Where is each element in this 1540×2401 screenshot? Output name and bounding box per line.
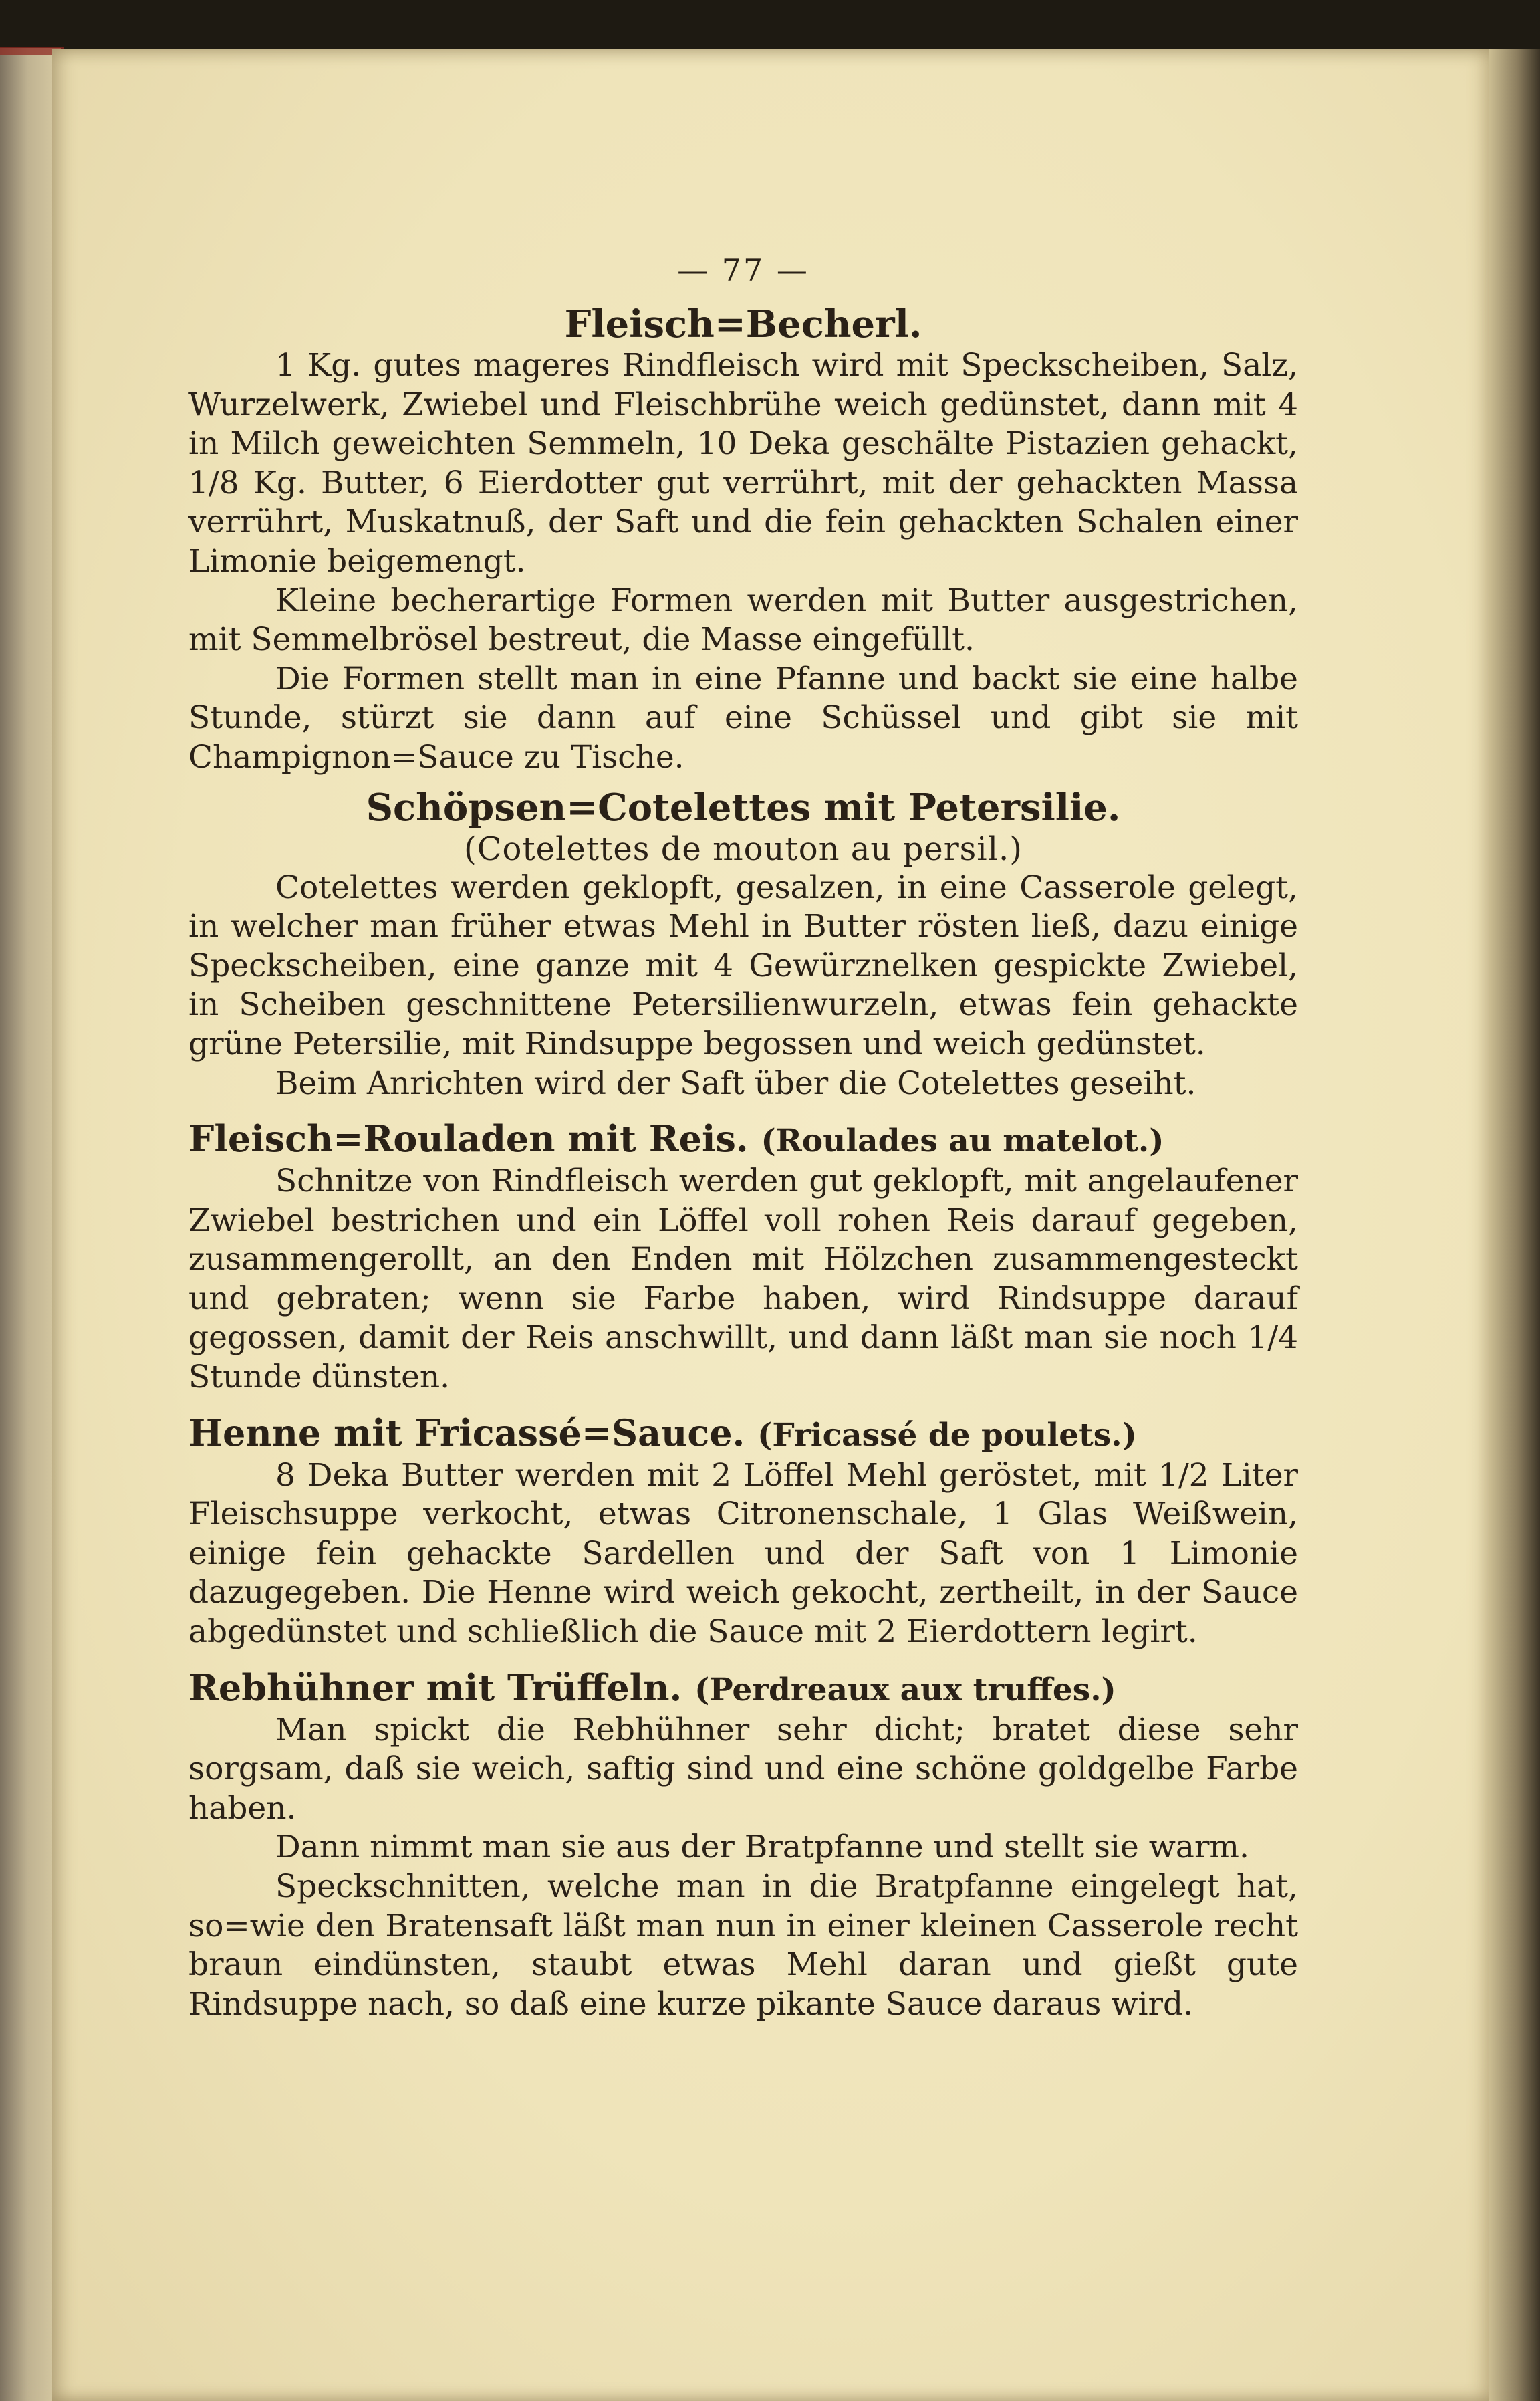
recipe-paragraph: Beim Anrichten wird der Saft über die Cotelettes geseiht. — [275, 1064, 1196, 1102]
recipe-subheading-french: (Cotelettes de mouton au persil.) — [464, 830, 1023, 868]
recipe-heading: Schöpsen=Cotelettes mit Petersilie. — [366, 785, 1121, 830]
recipe-heading-line — [188, 1118, 1298, 1162]
recipe-paragraph: Man spickt die Rebhühner sehr dicht; bratet diese sehr sorgsam, daß sie weich, saftig sind und eine schöne goldgelbe Farbe haben. — [188, 1711, 1298, 1827]
recipe-heading-french: (Roulades au matelot.) — [761, 1123, 1164, 1160]
recipe-paragraph: 8 Deka Butter werden mit 2 Löffel Mehl geröstet, mit 1/2 Liter Fleischsuppe verkocht, etwas Citronenschale, 1 Glas Weißwein, einige fein gehackte Sardellen und der Saft von 1 Limonie dazugegeben. Die Henne wird weich gekocht, zertheilt, in der Sauce abgedünstet und schließlich die Sauce mit 2 Eierdottern legirt. — [188, 1456, 1298, 1651]
page-number: — 77 — — [677, 252, 809, 288]
recipe-heading: Fleisch=Becherl. — [564, 302, 922, 346]
recipe-paragraph: Speckschnitten, welche man in die Bratpfanne eingelegt hat, so=wie den Bratensaft läßt man nun in einer kleinen Casserole recht braun eindünsten, staubt etwas Mehl daran und gießt gute Rindsuppe nach, so daß eine kurze pikante Sauce daraus wird. — [188, 1868, 1298, 2023]
recipe-heading: Henne mit Fricassé=Sauce. — [188, 1411, 745, 1454]
scanner-background — [0, 0, 1540, 55]
recipe-paragraph: Cotelettes werden geklopft, gesalzen, in eine Casserole gelegt, in welcher man früher etwas Mehl in Butter rösten ließ, dazu einige Speckscheiben, eine ganze mit 4 Gewürznelken gespickte Zwiebel, in Scheiben geschnittene Petersilienwurzeln, etwas fein gehackte grüne Petersilie, mit Rindsuppe begossen und weich gedünstet. — [188, 869, 1298, 1062]
recipe-paragraph: Dann nimmt man sie aus der Bratpfanne und stellt sie warm. — [275, 1829, 1249, 1866]
recipe-heading: Rebhühner mit Trüffeln. — [188, 1666, 682, 1709]
recipe-heading-french: (Perdreaux aux truffes.) — [694, 1671, 1116, 1708]
recipe-heading-french: (Fricassé de poulets.) — [757, 1416, 1137, 1454]
recipe-paragraph: Die Formen stellt man in eine Pfanne und backt sie eine halbe Stunde, stürzt sie dann auf eine Schüssel und gibt sie mit Champignon=Sauce zu Tische. — [188, 660, 1298, 776]
recipe-paragraph: Schnitze von Rindfleisch werden gut geklopft, mit angelaufener Zwiebel bestrichen und ein Löffel voll rohen Reis darauf gegeben, zusammengerollt, an den Enden mit Hölzchen zusammengesteckt und gebraten; wenn sie Farbe haben, wird Rindsuppe darauf gegossen, damit der Reis anschwillt, und dann läßt man sie noch 1/4 Stunde dünsten. — [188, 1163, 1298, 1396]
recipe-heading-line — [188, 1667, 1298, 1711]
recipe-heading-line — [188, 1412, 1298, 1456]
recipe-paragraph: Kleine becherartige Formen werden mit Butter ausgestrichen, mit Semmelbrösel bestreut, die Masse eingefüllt. — [188, 582, 1298, 659]
recipe-heading: Fleisch=Rouladen mit Reis. — [188, 1117, 749, 1161]
page-block-edge — [1489, 49, 1540, 2401]
page-text — [188, 221, 1298, 2024]
recipe-paragraph: 1 Kg. gutes mageres Rindfleisch wird mit Speckscheiben, Salz, Wurzelwerk, Zwiebel und Fleischbrühe weich gedünstet, dann mit 4 in Milch geweichten Semmeln, 10 Deka geschälte Pistazien gehackt, 1/8 Kg. Butter, 6 Eierdotter gut verrührt, mit der gehackten Massa verrührt, Muskatnuß, der Saft und die fein gehackten Schalen einer Limonie beigemengt. — [188, 347, 1298, 580]
